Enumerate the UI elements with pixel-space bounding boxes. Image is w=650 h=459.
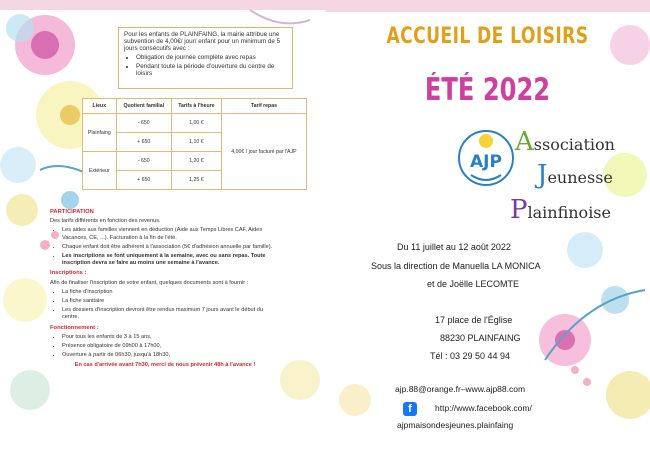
assoc-word: ssociation (533, 135, 615, 154)
inscriptions-heading: Inscriptions : (50, 270, 87, 277)
address-line-2: 88230 PLAINFAING (440, 333, 521, 343)
list-item: • La fiche d'inscription (62, 289, 280, 296)
quotient-cell: + 650 (116, 133, 171, 152)
column-header: Lieux (83, 99, 117, 114)
lieu-cell: Plainfaing (83, 114, 117, 152)
participation-heading: PARTICIPATION (50, 209, 94, 215)
page-title: ACCUEIL DE LOISIRS (386, 24, 589, 49)
list-item: • Les aides aux familles viennent en déduction (Aide aux Temps Libres CAF, Aides Vacances, CE, ...). Facturation à la fin de l'été. (62, 227, 280, 241)
list-item: • Les dossiers d'inscription devront être rendus maximum 7 jours avant le début du centre. (62, 307, 280, 321)
assoc-line-jeunesse (537, 160, 613, 190)
assoc-word: lainfinoise (527, 203, 611, 222)
list-item: • Obligation de journée complète avec repas (136, 54, 287, 61)
assoc-line-association (515, 127, 615, 157)
subsidy-notice (118, 27, 293, 89)
quotient-cell: + 650 (116, 171, 171, 190)
tarif-cell: 1,00 € (171, 114, 221, 133)
tarif-cell: 1,20 € (171, 152, 221, 171)
fonctionnement-list (50, 334, 280, 360)
assoc-letter-p: P (510, 195, 528, 225)
list-item: • Chaque enfant doit être adhérent à l'association (5€ d'adhésion annuelle par famille). (62, 244, 280, 251)
info-section (50, 206, 280, 370)
inscriptions-intro: Afin de finaliser l'inscription de votre enfant, quelques documents sont à fournir : (50, 279, 249, 286)
logo-text: AJP (470, 152, 502, 172)
subsidy-conditions (124, 54, 287, 77)
email-website[interactable]: ajp.88@orange.fr–www.ajp88.com (395, 384, 526, 394)
facebook-url[interactable]: http://www.facebook.com/ (435, 403, 532, 413)
assoc-word: eunesse (547, 168, 613, 187)
lieu-cell: Extérieur (83, 152, 117, 190)
table-row (83, 114, 307, 133)
assoc-line-plainfinoise (510, 195, 611, 225)
list-item: • Présence obligatoire de 09h00 à 17h00, (62, 343, 280, 350)
column-header: Tarifs à l'heure (171, 99, 221, 114)
list-item: • La fiche sanitaire (62, 298, 280, 305)
column-header: Quotient familial (116, 99, 171, 114)
phone: Tél : 03 29 50 44 94 (430, 351, 511, 361)
page-subtitle: ÉTÉ 2022 (424, 72, 551, 108)
list-item: • Pour tous les enfants de 3 à 15 ans, (62, 334, 280, 341)
quotient-cell: - 650 (116, 114, 171, 133)
participation-intro: Des tarifs différents en fonction des revenus. (50, 218, 161, 225)
fonctionnement-heading: Fonctionnement : (50, 324, 99, 331)
table-header-row (83, 99, 307, 114)
ajp-logo (455, 127, 517, 189)
event-dates: Du 11 juillet au 12 août 2022 (397, 242, 511, 252)
participation-list (50, 227, 280, 267)
list-item: • Pendant toute la période d'ouverture du centre de loisirs (136, 63, 287, 77)
address-line-1: 17 place de l'Église (435, 315, 513, 325)
direction-line-1: Sous la direction de Manuella LA MONICA (371, 261, 541, 271)
quotient-cell: - 650 (116, 152, 171, 171)
facebook-icon[interactable]: f (403, 402, 417, 416)
assoc-letter-a: A (515, 127, 534, 157)
subsidy-intro: Pour les enfants de PLAINFAING, la mairie attribue une subvention de 4,00€/ jour/ enfant pour un minimum de 5 jours consécutifs avec : (124, 31, 281, 52)
list-item: • Ouverture à partir de 06h30, jusqu'à 18h30, (62, 352, 280, 359)
facebook-page[interactable]: ajpmaisondesjeunes.plainfaing (397, 420, 514, 430)
list-item: • Les inscriptions se font uniquement à la semaine, avec ou sans repas. Toute inscription devra se faire au moins une semaine à l'avance. (62, 253, 280, 267)
repas-cell: 4,00€ / jour facturé par l'AJP (221, 114, 306, 190)
direction-line-2: et de Joëlle LECOMTE (427, 279, 520, 289)
right-page (325, 0, 650, 459)
tarifs-table (82, 98, 307, 190)
tarif-cell: 1,10 € (171, 133, 221, 152)
tarif-cell: 1,25 € (171, 171, 221, 190)
column-header: Tarif repas (221, 99, 306, 114)
assoc-letter-j: J (537, 160, 548, 190)
inscriptions-list (50, 289, 280, 322)
arrival-warning: En cas d'arrivée avant 7h30, merci de nous prévenir 48h à l'avance ! (74, 362, 256, 369)
